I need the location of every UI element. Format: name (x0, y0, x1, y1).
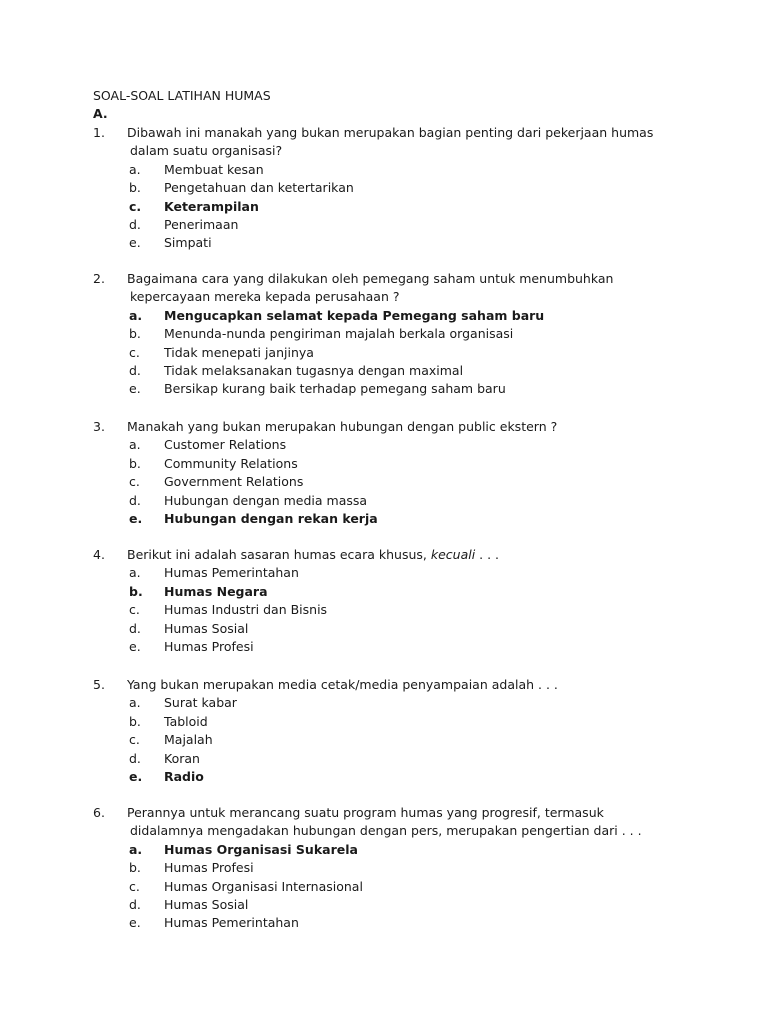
option-letter: b. (129, 860, 141, 876)
option-correct (93, 841, 673, 859)
question-text: kepercayaan mereka kepada perusahaan ? (130, 289, 400, 305)
question-line (93, 270, 673, 288)
option-letter: a. (129, 437, 141, 453)
option-letter: c. (129, 732, 140, 748)
option (93, 638, 673, 656)
option (93, 234, 673, 252)
option-letter: a. (129, 307, 143, 323)
option-text: Hubungan dengan media massa (164, 492, 368, 508)
option-correct (93, 307, 673, 325)
option-letter: e. (129, 235, 141, 251)
option-text: Humas Organisasi Sukarela (164, 841, 358, 857)
option-text: Humas Industri dan Bisnis (164, 602, 328, 618)
option-correct (93, 510, 673, 528)
option (93, 344, 673, 362)
option-text: Customer Relations (164, 437, 287, 453)
option-letter: e. (129, 638, 141, 654)
option-text: Humas Pemerintahan (164, 565, 299, 581)
option-letter: a. (129, 565, 141, 581)
option-text: Humas Negara (164, 583, 268, 599)
option-text: Tidak melaksanakan tugasnya dengan maximal (164, 362, 464, 378)
question-line (93, 418, 673, 436)
option (93, 455, 673, 473)
question-number: 6. (93, 805, 105, 820)
option-text: Humas Profesi (164, 860, 254, 876)
question-2 (93, 270, 673, 399)
option (93, 601, 673, 619)
question-line (93, 546, 673, 564)
option (93, 436, 673, 454)
option-text: Humas Profesi (164, 638, 254, 654)
question-line (93, 288, 673, 306)
option-letter: b. (129, 455, 141, 471)
question-3 (93, 418, 673, 528)
option-text: Humas Organisasi Internasional (164, 878, 363, 894)
option-text: Government Relations (164, 474, 304, 490)
question-text: Perannya untuk merancang suatu program humas yang progresif, termasuk (127, 805, 604, 820)
option-text: Tidak menepati janjinya (164, 344, 314, 360)
option-letter: e. (129, 510, 143, 526)
question-number: 5. (93, 677, 105, 692)
option-text: Surat kabar (164, 695, 237, 711)
option-text: Bersikap kurang baik terhadap pemegang saham baru (164, 381, 506, 397)
option-text: Radio (164, 768, 204, 784)
option (93, 878, 673, 896)
option-letter: c. (129, 602, 140, 618)
question-text: Yang bukan merupakan media cetak/media penyampaian adalah . . . (127, 677, 558, 692)
option-correct (93, 198, 673, 216)
option (93, 750, 673, 768)
option-correct (93, 583, 673, 601)
option-letter: b. (129, 180, 141, 196)
option-letter: b. (129, 326, 141, 342)
question-emphasis-suffix: . . . (475, 547, 500, 562)
option (93, 859, 673, 877)
option-text: Koran (164, 750, 200, 766)
option-text: Pengetahuan dan ketertarikan (164, 180, 354, 196)
option-text: Tabloid (164, 713, 208, 729)
option-letter: c. (129, 198, 142, 214)
option-letter: b. (129, 583, 143, 599)
option-letter: c. (129, 344, 140, 360)
option-letter: c. (129, 878, 140, 894)
option-text: Humas Sosial (164, 896, 249, 912)
question-text: Manakah yang bukan merupakan hubungan dengan public ekstern ? (127, 419, 558, 434)
option-text: Menunda-nunda pengiriman majalah berkala organisasi (164, 326, 514, 342)
option-text: Membuat kesan (164, 161, 264, 177)
question-5 (93, 676, 673, 786)
option (93, 564, 673, 582)
option (93, 896, 673, 914)
option-letter: e. (129, 381, 141, 397)
question-number: 1. (93, 125, 105, 140)
option (93, 161, 673, 179)
option (93, 914, 673, 932)
option-text: Humas Sosial (164, 620, 249, 636)
question-text: didalamnya mengadakan hubungan dengan pers, merupakan pengertian dari . . . (130, 823, 642, 839)
option-text: Penerimaan (164, 216, 239, 232)
question-number: 3. (93, 419, 105, 434)
option-text: Humas Pemerintahan (164, 915, 299, 931)
question-1 (93, 124, 673, 253)
question-text: Berikut ini adalah sasaran humas ecara khusus, kecuali . . . (127, 547, 500, 562)
option-text: Majalah (164, 732, 213, 748)
option (93, 216, 673, 234)
option-letter: e. (129, 915, 141, 931)
option (93, 473, 673, 491)
option-text: Community Relations (164, 455, 298, 471)
question-line (93, 822, 673, 840)
option-text: Simpati (164, 235, 212, 251)
option-text: Keterampilan (164, 198, 259, 214)
option-letter: d. (129, 620, 141, 636)
option-letter: a. (129, 841, 143, 857)
document-title: SOAL-SOAL LATIHAN HUMAS (93, 88, 271, 103)
option-letter: b. (129, 713, 141, 729)
option-letter: d. (129, 750, 141, 766)
option-letter: c. (129, 474, 140, 490)
question-6 (93, 804, 673, 933)
question-4 (93, 546, 673, 656)
question-text: Bagaimana cara yang dilakukan oleh pemegang saham untuk menumbuhkan (127, 271, 614, 286)
option-letter: d. (129, 216, 141, 232)
option-letter: e. (129, 768, 143, 784)
option-letter: d. (129, 362, 141, 378)
question-line (93, 676, 673, 694)
option-letter: d. (129, 896, 141, 912)
question-number: 2. (93, 271, 105, 286)
option (93, 325, 673, 343)
option (93, 694, 673, 712)
question-number: 4. (93, 547, 105, 562)
option (93, 713, 673, 731)
question-text: dalam suatu organisasi? (130, 143, 283, 159)
question-line (93, 142, 673, 160)
question-emphasis: kecuali (430, 547, 476, 562)
option-text: Mengucapkan selamat kepada Pemegang saham baru (164, 307, 545, 323)
option (93, 731, 673, 749)
option (93, 492, 673, 510)
option-text: Hubungan dengan rekan kerja (164, 510, 378, 526)
section-label: A. (93, 106, 108, 121)
option-letter: a. (129, 161, 141, 177)
option-letter: d. (129, 492, 141, 508)
option (93, 620, 673, 638)
question-line (93, 124, 673, 142)
option (93, 380, 673, 398)
option (93, 179, 673, 197)
option-letter: a. (129, 695, 141, 711)
question-line (93, 804, 673, 822)
question-text: Dibawah ini manakah yang bukan merupakan bagian penting dari pekerjaan humas (127, 125, 654, 140)
option-correct (93, 768, 673, 786)
option (93, 362, 673, 380)
